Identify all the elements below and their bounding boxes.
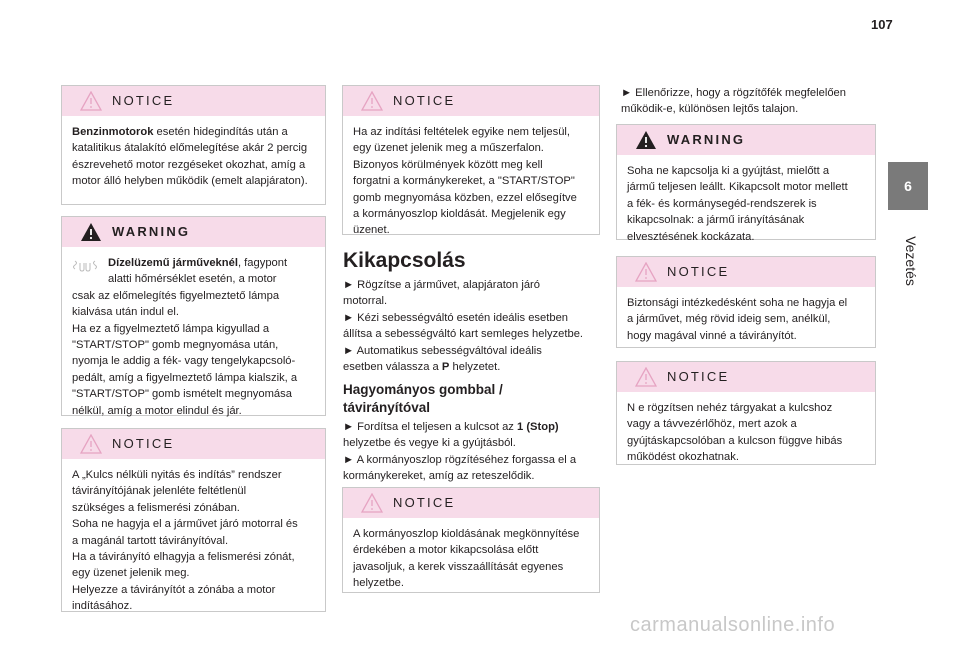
warning-triangle-icon <box>635 130 657 150</box>
notice-triangle-icon <box>80 91 102 111</box>
warning-header <box>62 217 325 247</box>
notice-box: NOTICE N e rögzítsen nehéz tárgyakat a kulcshoz vagy a távvezérlőhöz, mert azok a gyújtáskapcsolóban a kulcson függve hibás működést okozhatnak. <box>616 361 876 465</box>
warning-box: WARNING Soha ne kapcsolja ki a gyújtást, mielőtt a jármű teljesen leállt. Kikapcsolt motor mellett a fék- és kormánysegéd-rendszerek is kikapcsolnak: a jármű irányításának elvesztésének kockázata. <box>616 124 876 240</box>
glow-plug-icon <box>72 259 98 273</box>
notice-title: NOTICE <box>112 93 175 108</box>
page-number: 107 <box>871 17 893 32</box>
warning-title: WARNING <box>112 224 191 239</box>
notice-triangle-icon <box>80 434 102 454</box>
notice-header <box>62 86 325 116</box>
steps-list: ► Rögzítse a járművet, alapjáraton járó motorral. ► Kézi sebességváltó esetén ideális esetben állítsa a sebességváltó kart semleges helyzetbe. ► Automatikus sebességváltóval ideális esetben válassza a P helyzetet. <box>343 279 584 374</box>
intro-step: ► Ellenőrizze, hogy a rögzítőfék megfelelően működik-e, különösen lejtős talajon. <box>621 87 847 116</box>
notice-text: A „Kulcs nélküli nyitás és indítás” rendszer távirányítójának jelenléte feltétlenül szükséges a felismerési zónában. Soha ne hagyja el a járművet járó motorral és a magánál tartott távirányítóval. Ha a távirányító elhagyja a felismerési zónát, egy üzenet jelenik meg. Helyezze a távirányítót a zónába a motor indításához. <box>72 469 298 613</box>
notice-box: NOTICE A „Kulcs nélküli nyitás és indítás” rendszer távirányítójának jelenléte feltétlenül szükséges a felismerési zónában. Soha ne hagyja el a járművet járó motorral és a magánál tartott távirányítóval. Ha a távirányító elhagyja a felismerési zónát, egy üzenet jelenik meg. Helyezze a távirányítót a zónába a motor indításához. <box>61 428 326 612</box>
chapter-tab[interactable]: 6 <box>888 162 928 210</box>
subsection-heading: Hagyományos gombbal / távirányítóval <box>343 382 503 415</box>
notice-box: NOTICE Ha az indítási feltételek egyike nem teljesül, egy üzenet jelenik meg a műszerfalon. Bizonyos körülmények között meg kell forgatni a kormánykereket, a "START/STOP" gomb megnyomása közben, ezzel elősegítve a kormányoszlop kioldását. Megjelenik egy üzenet. <box>342 85 600 235</box>
steps-list: ► Fordítsa el teljesen a kulcsot az 1 (Stop) helyzetbe és vegye ki a gyújtásból. ► A kormányoszlop rögzítéséhez forgassa el a kormánykereket, amíg az reteszelődik. <box>343 421 577 483</box>
notice-triangle-icon <box>361 91 383 111</box>
notice-triangle-icon <box>361 493 383 513</box>
notice-text: A kormányoszlop kioldásának megkönnyítése érdekében a motor kikapcsolása előtt javasoljuk, a kerek visszaállítását egyenes helyzetbe. <box>353 528 580 590</box>
section-heading: Kikapcsolás <box>343 249 466 272</box>
notice-box <box>61 85 326 205</box>
chapter-title: Vezetés <box>903 236 919 286</box>
notice-box: NOTICE A kormányoszlop kioldásának megkönnyítése érdekében a motor kikapcsolása előtt javasoljuk, a kerek visszaállítását egyenes helyzetbe. <box>342 487 600 593</box>
footer-watermark[interactable]: carmanualsonline.info <box>630 614 836 636</box>
notice-text: Benzinmotorok esetén hidegindítás után a katalitikus átalakító előmelegítése akár 2 percig észrevehető motor rezgéseket okozhat, amíg a motor álló helyben működik (emelt alapjáraton). <box>72 126 308 188</box>
notice-text: Ha az indítási feltételek egyike nem teljesül, egy üzenet jelenik meg a műszerfalon. Bizonyos körülmények között meg kell forgatni a kormánykereket, a "START/STOP" gomb megnyomása közben, ezzel elősegítve a kormányoszlop kioldását. Megjelenik egy üzenet. <box>353 126 577 237</box>
warning-box: WARNING Dízelüzemű járműveknél, fagypont alatti hőmérséklet esetén, a motor csak az előmelegítés figyelmeztető lámpa kialvása után indul el. Ha ez a figyelmeztető lámpa kigyullad a "START/STOP" gomb megnyomása után, nyomja le addig a fék- vagy tengelykapcsoló- pedált, amíg a figyelmeztető lámpa kialszik, a "START/STOP" gomb ismételt megnyomása nélkül, amíg a motor elindul és jár. <box>61 216 326 416</box>
notice-text: Biztonsági intézkedésként soha ne hagyja el a járművet, még rövid ideig sem, anélkül, hogy magával vinné a távirányítót. <box>627 297 848 342</box>
notice-triangle-icon <box>635 367 657 387</box>
notice-text: N e rögzítsen nehéz tárgyakat a kulcshoz vagy a távvezérlőhöz, mert azok a gyújtáskapcsolóban a kulcson függve hibás működést okozhatnak. <box>627 402 843 464</box>
warning-triangle-icon <box>80 222 102 242</box>
notice-box: NOTICE Biztonsági intézkedésként soha ne hagyja el a járművet, még rövid ideig sem, anélkül, hogy magával vinné a távirányítót. <box>616 256 876 348</box>
warning-text: Soha ne kapcsolja ki a gyújtást, mielőtt a jármű teljesen leállt. Kikapcsolt motor mellett a fék- és kormánysegéd-rendszerek is kikapcsolnak: a jármű irányításának elvesztésének kockázata. <box>627 165 848 243</box>
notice-triangle-icon <box>635 262 657 282</box>
